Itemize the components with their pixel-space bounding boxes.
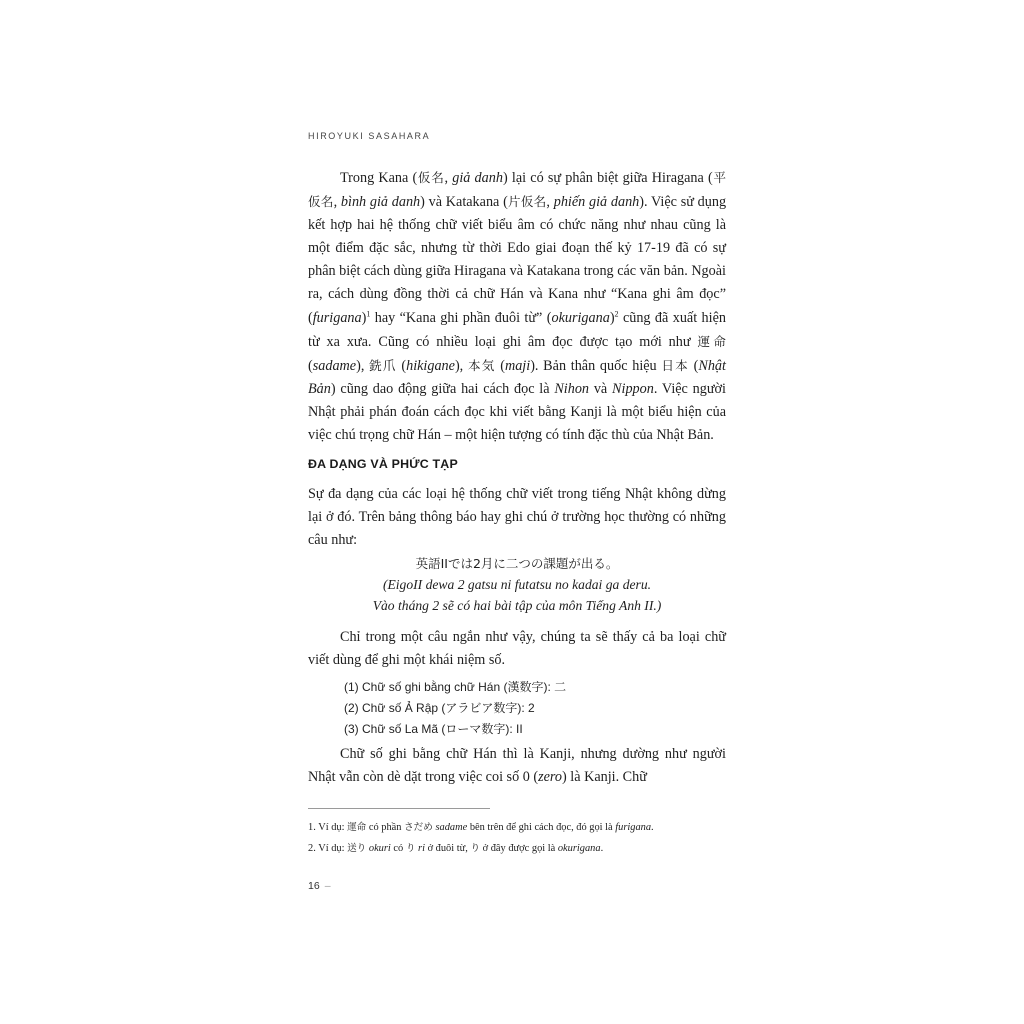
text-span: bên trên để ghi cách đọc, đó gọi là [467, 822, 616, 833]
footnote-ref-2: 2 [614, 308, 619, 318]
paragraph-kanji-numerals [308, 743, 726, 789]
italic-term: maji [504, 357, 531, 374]
book-page [308, 0, 726, 1024]
text-span: 1. Ví dụ: [308, 822, 348, 833]
list-item: (1) Chữ số ghi bằng chữ Hán (漢数字): 二 [344, 680, 567, 694]
italic-term: furigana [312, 309, 362, 326]
text-span: ở đây được gọi là [480, 843, 558, 854]
text-span: có [390, 843, 406, 854]
page-number-value: 16 [308, 880, 320, 892]
kanji-term: 運命 [697, 333, 726, 349]
kanji-term: 仮名 [417, 170, 445, 185]
text-span: ở đuôi từ, [424, 843, 471, 854]
text-span: ) [609, 309, 615, 326]
italic-term: furigana [615, 822, 652, 833]
text-span: . [651, 822, 654, 833]
kana-term: り [405, 843, 416, 854]
example-romaji: (EigoII dewa 2 gatsu ni futatsu no kadai ga deru. [382, 577, 652, 592]
footnote-ref-1: 1 [366, 308, 371, 318]
text-span: Trong Kana ( [340, 170, 418, 186]
running-head: HIROYUKI SASAHARA [308, 131, 431, 141]
text-span: ( [688, 357, 699, 374]
italic-term: okurigana [557, 843, 601, 854]
text-span: Chữ số ghi bằng chữ Hán thì là Kanji, nhưng dường như người Nhật vẫn còn dè dặt trong việc coi số 0 ( [308, 746, 726, 786]
italic-term: bình giả danh [340, 194, 421, 211]
text-span: ) lại có sự phân biệt giữa Hiragana ( [502, 170, 713, 186]
kanji-term: 運命 [347, 822, 367, 833]
text-span: ( [308, 357, 313, 374]
kanji-term: 銑爪 [369, 357, 397, 373]
italic-term: sadame [312, 357, 357, 374]
example-translation: Vào tháng 2 sẽ có hai bài tập của môn Tiếng Anh II.) [372, 598, 662, 613]
list-item: (2) Chữ số Ả Rập (アラビア数字): 2 [344, 701, 535, 715]
text-span: . Việc người Nhật phải phán đoán cách đọc khi viết bằng Kanji là một biểu hiện của việc chú trọng chữ Hán – một hiện tượng có tính đặc thù của Nhật Bản. [308, 380, 726, 444]
example-sentence [308, 553, 726, 616]
italic-term: Nhật Bản [308, 357, 726, 397]
italic-term: giả danh [452, 170, 503, 186]
kana-term: り [470, 843, 481, 854]
italic-term: hikigane [406, 357, 455, 374]
text-span: 2. Ví dụ: [308, 843, 348, 854]
text-span: ), [454, 357, 468, 374]
list-item: (3) Chữ số La Mã (ローマ数字): II [344, 722, 523, 736]
italic-term: okuri [368, 843, 391, 854]
text-span: ). Việc sử dụng kết hợp hai hệ thống chữ viết biểu âm có chức năng như nhau cũng là một điểm đặc sắc, nhưng từ thời Edo giai đoạn thế kỷ 17-19 đã có sự phân biệt cách dùng giữa Hiragana và Katakana trong các văn bản. Ngoài ra, cách dùng đồng thời cả chữ Hán và Kana như “Kana ghi âm đọc” ( [308, 194, 727, 326]
italic-term: Nihon [554, 380, 590, 397]
italic-term: Nippon [612, 380, 654, 397]
text-span: ( [495, 357, 505, 374]
section-heading: ĐA DẠNG VÀ PHỨC TẠP [308, 457, 458, 471]
kanji-term: 片仮名 [507, 194, 547, 210]
text-span: . [600, 843, 604, 854]
paragraph-kana-distinction [308, 166, 726, 447]
text-span: , [333, 194, 341, 211]
text-span: ) và Katakana ( [420, 194, 508, 211]
text-span: hay “Kana ghi phần đuôi từ” ( [370, 309, 552, 326]
footnote-2 [308, 838, 726, 859]
paragraph-three-scripts: Chỉ trong một câu ngắn như vậy, chúng ta sẽ thấy cả ba loại chữ viết dùng để ghi một khái niệm số. [308, 629, 726, 669]
italic-term: ri [418, 843, 425, 854]
page-number-dash: – [324, 880, 331, 892]
example-japanese: 英語IIでは2月に二つの課題が出る。 [415, 556, 619, 571]
paragraph-diversity: Sự đa dạng của các loại hệ thống chữ viết trong tiếng Nhật không dừng lại ở đó. Trên bảng thông báo hay ghi chú ở trường học thường có những câu như: [308, 486, 726, 549]
kanji-term: 送り [347, 843, 367, 854]
text-span: cũng đã xuất hiện từ xa xưa. Cũng có nhiều loại ghi âm đọc được tạo mới như [308, 309, 726, 350]
text-span: ) là Kanji. Chữ [562, 769, 647, 786]
kanji-term: 本気 [467, 357, 496, 373]
italic-term: okurigana [551, 309, 610, 326]
footnote-divider [308, 808, 490, 809]
footnote-1 [308, 817, 726, 838]
text-span: , [546, 194, 554, 211]
footnotes [308, 817, 726, 859]
italic-term: zero [538, 769, 563, 786]
kanji-term: 平仮名 [308, 170, 726, 210]
italic-term: phiến giả danh [553, 194, 640, 211]
text-span: ) cũng dao động giữa hai cách đọc là [330, 380, 555, 397]
text-span: ). Bản thân quốc hiệu [530, 357, 662, 374]
numeral-list [344, 677, 566, 740]
text-span: và [589, 380, 613, 397]
italic-term: sadame [435, 822, 468, 833]
text-span: ) [361, 309, 367, 326]
text-span: , [444, 170, 453, 186]
kanji-term: 日本 [661, 357, 689, 373]
text-span: ( [396, 357, 407, 374]
page-number [308, 880, 331, 892]
kana-term: さだめ [404, 822, 433, 833]
text-span: ), [356, 357, 370, 374]
text-span: có phần [366, 822, 405, 833]
